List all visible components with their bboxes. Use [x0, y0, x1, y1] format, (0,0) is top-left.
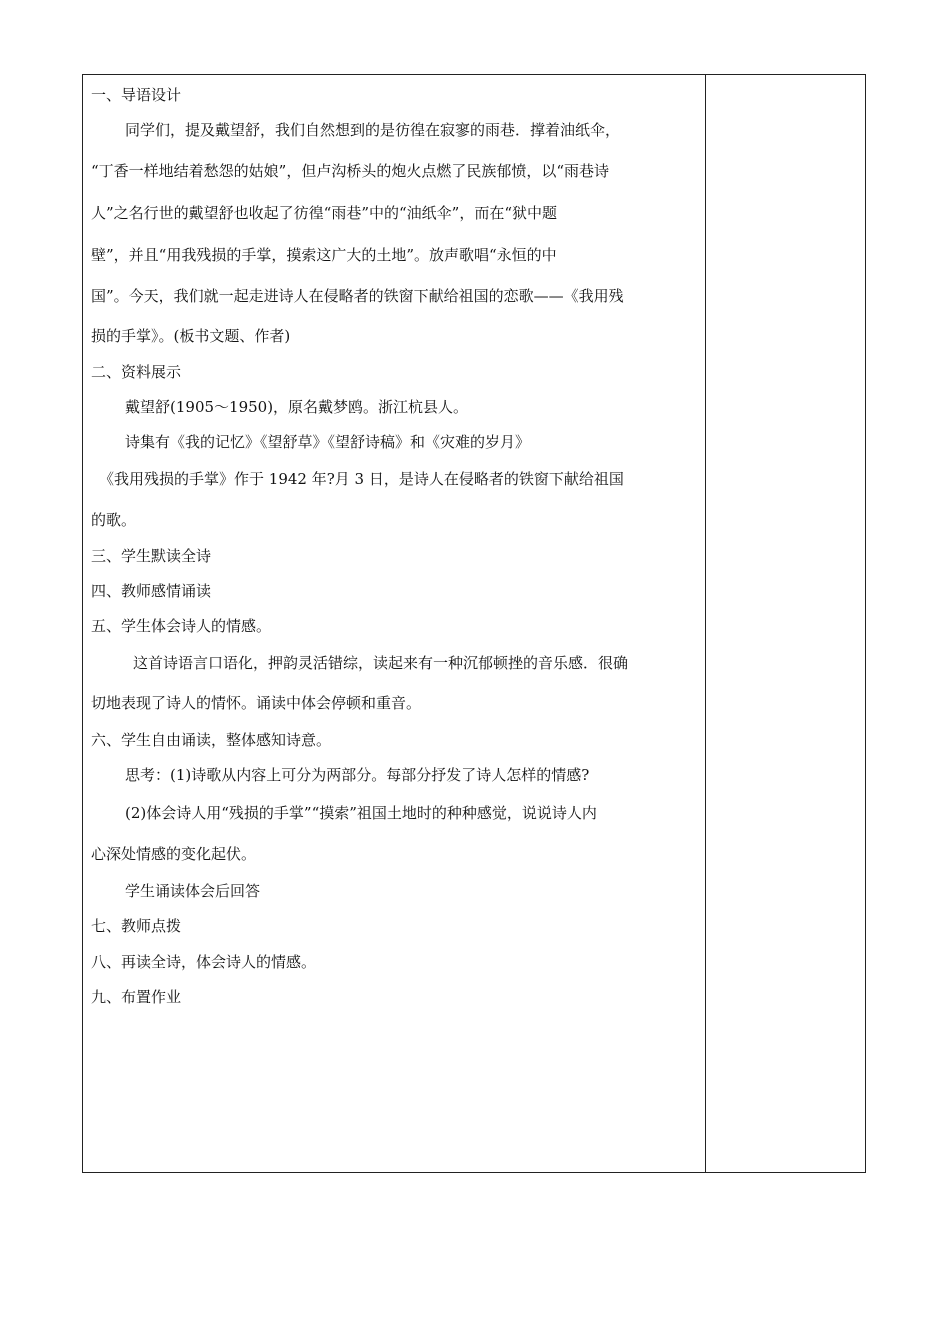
section-heading-3: 三、学生默读全诗	[91, 547, 212, 565]
lesson-table	[82, 74, 866, 1173]
paragraph-line: 切地表现了诗人的情怀。诵读中体会停顿和重音。	[91, 694, 422, 712]
paragraph-line: 心深处情感的变化起伏。	[91, 845, 257, 863]
paragraph-line: 这首诗语言口语化，押韵灵活错综，读起来有一种沉郁顿挫的音乐感．很确	[133, 654, 629, 672]
section-heading-9: 九、布置作业	[91, 988, 182, 1006]
section-heading-1: 一、导语设计	[91, 86, 182, 104]
paragraph-line: 国”。今天，我们就一起走进诗人在侵略者的铁窗下献给祖国的恋歌——《我用残	[91, 287, 624, 305]
section-heading-5: 五、学生体会诗人的情感。	[91, 617, 272, 635]
paragraph-line: 诗集有《我的记忆》《望舒草》《望舒诗稿》和《灾难的岁月》	[125, 433, 531, 451]
paragraph-line: 损的手掌》。(板书文题、作者)	[91, 327, 291, 345]
paragraph-line: 壁”，并且“用我残损的手掌，摸索这广大的土地”。放声歌唱“永恒的中	[91, 246, 557, 264]
paragraph-line: 同学们，提及戴望舒，我们自然想到的是彷徨在寂寥的雨巷．撑着油纸伞，	[125, 121, 621, 139]
paragraph-line: 人”之名行世的戴望舒也收起了彷徨“雨巷”中的“油纸伞”，而在“狱中题	[91, 204, 558, 222]
section-heading-7: 七、教师点拨	[91, 917, 182, 935]
section-heading-2: 二、资料展示	[91, 363, 182, 381]
paragraph-line: 戴望舒(1905～1950)，原名戴梦鸥。浙江杭县人。	[125, 398, 469, 416]
paragraph-line: 的歌。	[91, 511, 137, 529]
paragraph-line: 《我用残损的手掌》作于 1942 年?月 3 日，是诗人在侵略者的铁窗下献给祖国	[99, 470, 624, 488]
paragraph-line: “丁香一样地结着愁怨的姑娘”，但卢沟桥头的炮火点燃了民族郁愤，以“雨巷诗	[91, 162, 610, 180]
section-heading-8: 八、再读全诗，体会诗人的情感。	[91, 953, 317, 971]
paragraph-line: (2)体会诗人用“残损的手掌”“摸索”祖国土地时的种种感觉，说说诗人内	[125, 804, 597, 822]
paragraph-line: 思考：(1)诗歌从内容上可分为两部分。每部分抒发了诗人怎样的情感?	[125, 766, 590, 784]
section-heading-6: 六、学生自由诵读，整体感知诗意。	[91, 731, 332, 749]
column-divider	[705, 75, 706, 1172]
section-heading-4: 四、教师感情诵读	[91, 582, 212, 600]
paragraph-line: 学生诵读体会后回答	[125, 882, 261, 900]
